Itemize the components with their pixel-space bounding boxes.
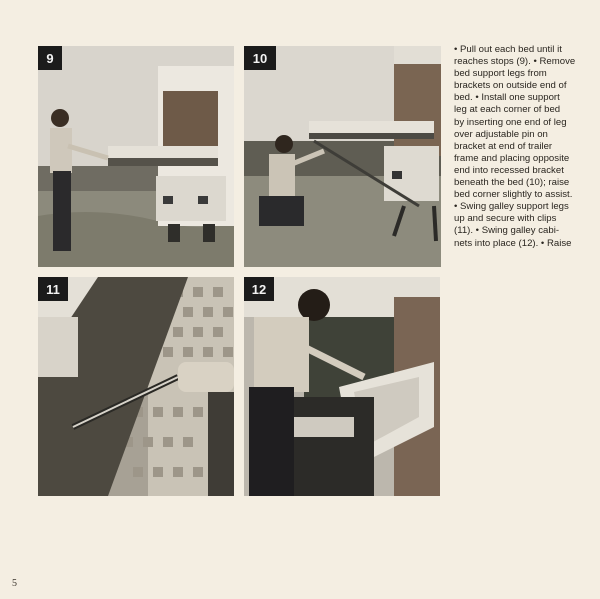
instruction-line: by inserting one end of leg (454, 116, 567, 128)
instruction-line: bracket at end of trailer (454, 140, 553, 152)
step-number-badge: 12 (244, 277, 274, 301)
instruction-line: bed corner slightly to assist. (454, 189, 573, 201)
instruction-line: brackets on outside end of (454, 80, 567, 92)
instruction-line: beneath the bed (10); raise (454, 177, 570, 189)
instruction-line: up and secure with clips (454, 213, 557, 225)
step-number-badge: 11 (38, 277, 68, 301)
instruction-line: leg at each corner of bed (454, 104, 561, 116)
instruction-line: over adjustable pin on (454, 128, 548, 140)
instruction-line: reaches stops (9). • Remove (454, 56, 576, 68)
photo-step-11 (38, 277, 234, 496)
instruction-line: bed support legs from (454, 68, 547, 80)
step-number-badge: 10 (244, 46, 276, 70)
instruction-line: • Swing galley support legs (454, 201, 569, 213)
photo-step-10 (244, 46, 441, 267)
photo-step-12 (244, 277, 440, 496)
instruction-line: (11). • Swing galley cabi- (454, 225, 560, 237)
page-number: 5 (12, 578, 17, 589)
instruction-line: nets into place (12). • Raise (454, 237, 572, 249)
instruction-line: frame and placing opposite (454, 152, 570, 164)
instruction-line: • Pull out each bed until it (454, 44, 562, 55)
instruction-line: bed. • Install one support (454, 92, 560, 104)
instruction-line: end into recessed bracket (454, 164, 564, 176)
instruction-text (454, 44, 584, 250)
photo-step-9 (38, 46, 234, 267)
step-number-badge: 9 (38, 46, 62, 70)
